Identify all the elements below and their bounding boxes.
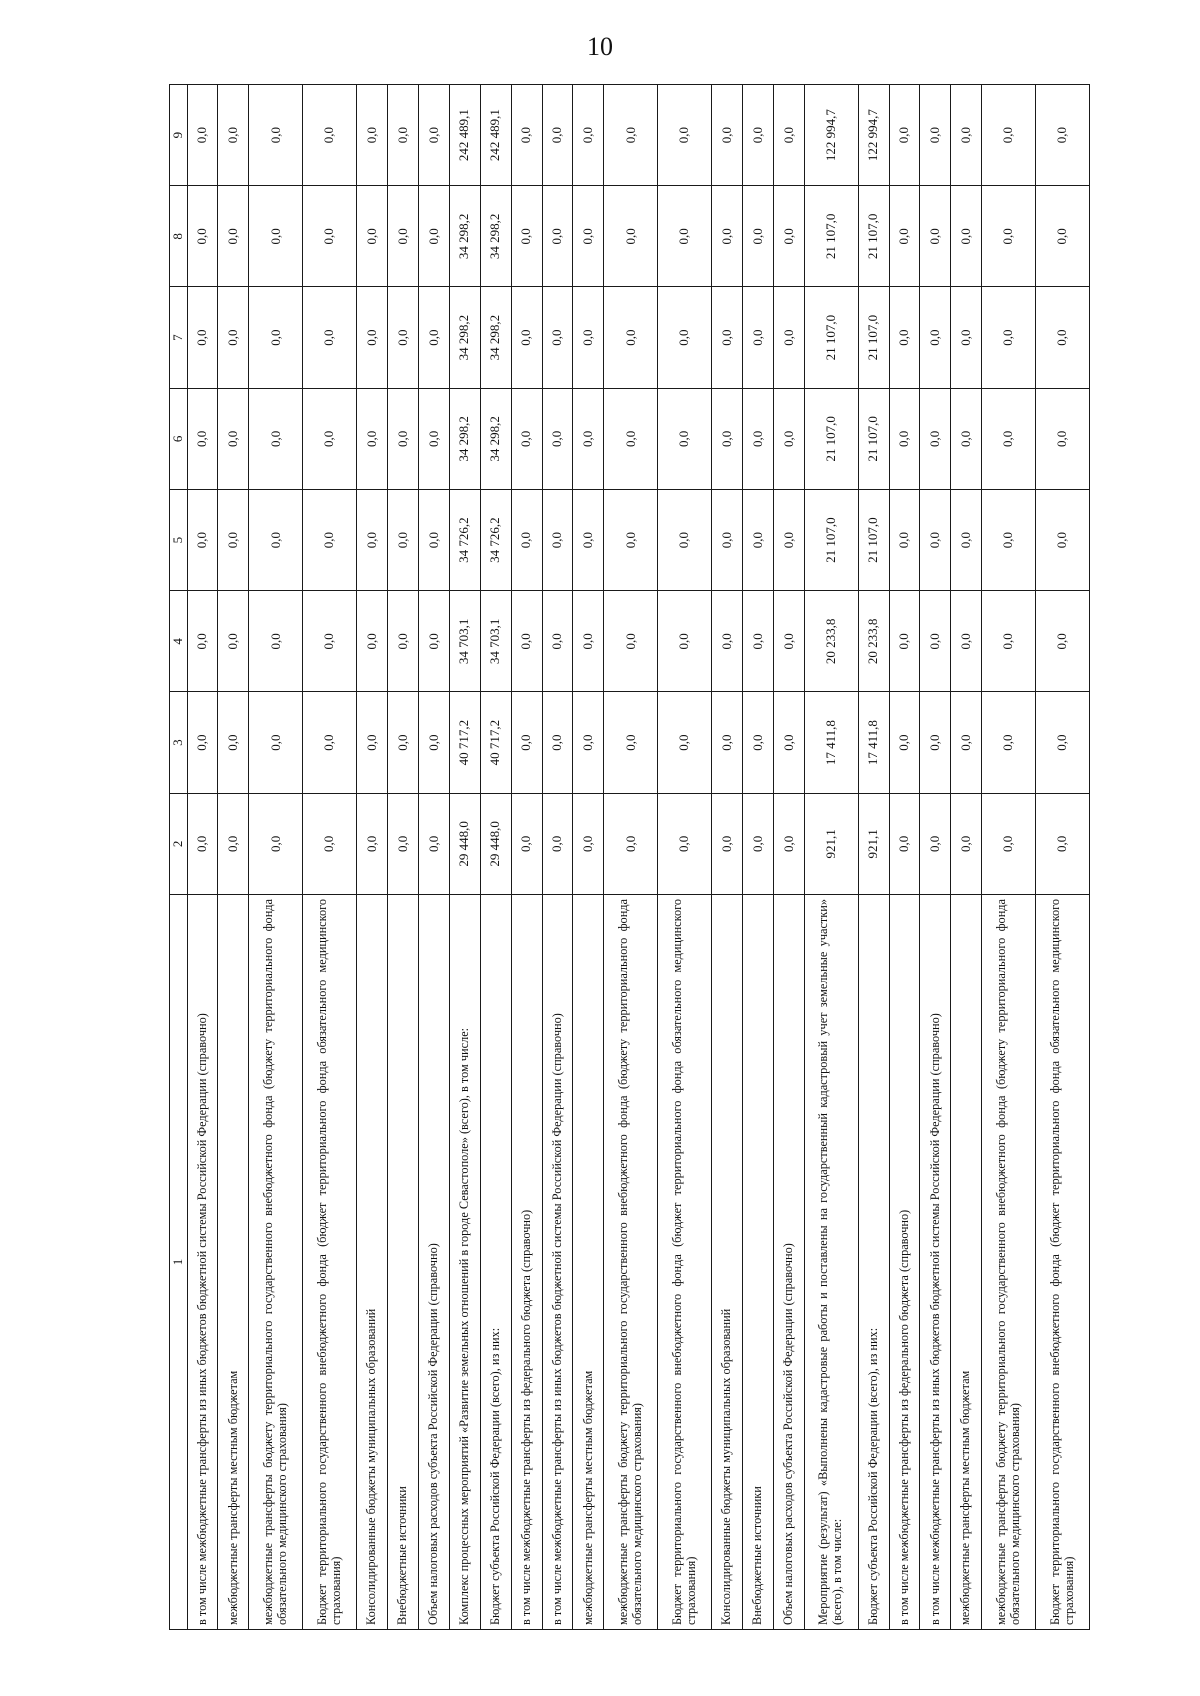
cell-value: 0,0 bbox=[249, 793, 303, 894]
column-header-7: 7 bbox=[170, 287, 188, 388]
cell-value: 0,0 bbox=[249, 490, 303, 591]
cell-value: 0,0 bbox=[511, 287, 542, 388]
table-header-row bbox=[170, 85, 188, 1630]
row-label: межбюджетные трансферты бюджету территориального государственного внебюджетного фонда (бюджету территориального фонда обязательного медицинского страхования) bbox=[604, 895, 658, 1630]
cell-value: 0,0 bbox=[1036, 793, 1090, 894]
cell-value: 0,0 bbox=[920, 186, 951, 287]
cell-value: 122 994,7 bbox=[804, 85, 858, 186]
cell-value: 0,0 bbox=[357, 186, 388, 287]
cell-value: 0,0 bbox=[982, 85, 1036, 186]
cell-value: 0,0 bbox=[658, 793, 712, 894]
row-label: Объем налоговых расходов субъекта Российской Федерации (справочно) bbox=[773, 895, 804, 1630]
cell-value: 0,0 bbox=[418, 490, 449, 591]
row-label: в том числе межбюджетные трансферты из иных бюджетов бюджетной системы Российской Федерации (справочно) bbox=[920, 895, 951, 1630]
table-row bbox=[357, 85, 388, 1630]
cell-value: 0,0 bbox=[920, 388, 951, 489]
cell-value: 0,0 bbox=[742, 85, 773, 186]
table-row bbox=[303, 85, 357, 1630]
table-row bbox=[658, 85, 712, 1630]
cell-value: 0,0 bbox=[773, 388, 804, 489]
cell-value: 0,0 bbox=[951, 85, 982, 186]
cell-value: 0,0 bbox=[982, 186, 1036, 287]
cell-value: 0,0 bbox=[889, 692, 920, 793]
cell-value: 0,0 bbox=[218, 287, 249, 388]
cell-value: 0,0 bbox=[573, 793, 604, 894]
column-header-6: 6 bbox=[170, 388, 188, 489]
cell-value: 0,0 bbox=[1036, 186, 1090, 287]
table-row bbox=[418, 85, 449, 1630]
cell-value: 0,0 bbox=[387, 591, 418, 692]
cell-value: 0,0 bbox=[951, 591, 982, 692]
row-label: межбюджетные трансферты бюджету территориального государственного внебюджетного фонда (бюджету территориального фонда обязательного медицинского страхования) bbox=[249, 895, 303, 1630]
cell-value: 0,0 bbox=[187, 490, 218, 591]
cell-value: 0,0 bbox=[951, 692, 982, 793]
table-row bbox=[604, 85, 658, 1630]
cell-value: 34 703,1 bbox=[480, 591, 511, 692]
row-label: в том числе межбюджетные трансферты из иных бюджетов бюджетной системы Российской Федерации (справочно) bbox=[542, 895, 573, 1630]
cell-value: 0,0 bbox=[249, 186, 303, 287]
cell-value: 0,0 bbox=[187, 186, 218, 287]
cell-value: 0,0 bbox=[511, 692, 542, 793]
column-header-1: 1 bbox=[170, 895, 188, 1630]
cell-value: 0,0 bbox=[604, 186, 658, 287]
cell-value: 0,0 bbox=[542, 186, 573, 287]
cell-value: 17 411,8 bbox=[804, 692, 858, 793]
row-label: Комплекс процессных мероприятий «Развитие земельных отношений в городе Севастополе» (всего), в том числе: bbox=[449, 895, 480, 1630]
cell-value: 0,0 bbox=[357, 692, 388, 793]
cell-value: 0,0 bbox=[1036, 692, 1090, 793]
cell-value: 0,0 bbox=[542, 287, 573, 388]
row-label: Консолидированные бюджеты муниципальных образований bbox=[712, 895, 743, 1630]
cell-value: 34 298,2 bbox=[480, 287, 511, 388]
cell-value: 0,0 bbox=[218, 388, 249, 489]
cell-value: 0,0 bbox=[303, 490, 357, 591]
cell-value: 0,0 bbox=[604, 85, 658, 186]
column-header-4: 4 bbox=[170, 591, 188, 692]
column-header-3: 3 bbox=[170, 692, 188, 793]
cell-value: 0,0 bbox=[542, 490, 573, 591]
cell-value: 34 726,2 bbox=[449, 490, 480, 591]
cell-value: 0,0 bbox=[511, 490, 542, 591]
cell-value: 0,0 bbox=[387, 692, 418, 793]
cell-value: 0,0 bbox=[982, 793, 1036, 894]
cell-value: 0,0 bbox=[604, 793, 658, 894]
cell-value: 0,0 bbox=[712, 186, 743, 287]
cell-value: 0,0 bbox=[951, 793, 982, 894]
cell-value: 0,0 bbox=[303, 85, 357, 186]
cell-value: 0,0 bbox=[249, 591, 303, 692]
table-row bbox=[249, 85, 303, 1630]
page-number: 10 bbox=[587, 32, 613, 61]
table-row bbox=[804, 85, 858, 1630]
cell-value: 0,0 bbox=[773, 692, 804, 793]
cell-value: 0,0 bbox=[573, 388, 604, 489]
cell-value: 0,0 bbox=[387, 490, 418, 591]
cell-value: 21 107,0 bbox=[804, 287, 858, 388]
cell-value: 0,0 bbox=[187, 692, 218, 793]
cell-value: 0,0 bbox=[658, 186, 712, 287]
cell-value: 0,0 bbox=[773, 287, 804, 388]
table-row bbox=[480, 85, 511, 1630]
cell-value: 0,0 bbox=[712, 793, 743, 894]
column-header-9: 9 bbox=[170, 85, 188, 186]
cell-value: 0,0 bbox=[889, 85, 920, 186]
cell-value: 0,0 bbox=[387, 186, 418, 287]
cell-value: 0,0 bbox=[511, 388, 542, 489]
cell-value: 0,0 bbox=[773, 490, 804, 591]
cell-value: 0,0 bbox=[357, 388, 388, 489]
column-header-8: 8 bbox=[170, 186, 188, 287]
cell-value: 122 994,7 bbox=[858, 85, 889, 186]
cell-value: 0,0 bbox=[1036, 85, 1090, 186]
cell-value: 34 298,2 bbox=[449, 186, 480, 287]
cell-value: 0,0 bbox=[542, 388, 573, 489]
cell-value: 21 107,0 bbox=[804, 186, 858, 287]
cell-value: 40 717,2 bbox=[480, 692, 511, 793]
cell-value: 0,0 bbox=[187, 388, 218, 489]
cell-value: 0,0 bbox=[658, 490, 712, 591]
cell-value: 0,0 bbox=[511, 591, 542, 692]
row-label: межбюджетные трансферты местным бюджетам bbox=[951, 895, 982, 1630]
cell-value: 0,0 bbox=[742, 287, 773, 388]
table-row bbox=[387, 85, 418, 1630]
cell-value: 0,0 bbox=[604, 388, 658, 489]
table-row bbox=[573, 85, 604, 1630]
cell-value: 34 298,2 bbox=[449, 388, 480, 489]
row-label: Бюджет субъекта Российской Федерации (всего), из них: bbox=[858, 895, 889, 1630]
cell-value: 0,0 bbox=[418, 287, 449, 388]
table-row bbox=[982, 85, 1036, 1630]
cell-value: 34 298,2 bbox=[480, 186, 511, 287]
cell-value: 0,0 bbox=[773, 85, 804, 186]
cell-value: 0,0 bbox=[418, 692, 449, 793]
cell-value: 0,0 bbox=[889, 490, 920, 591]
table-row bbox=[773, 85, 804, 1630]
cell-value: 0,0 bbox=[1036, 287, 1090, 388]
cell-value: 0,0 bbox=[951, 490, 982, 591]
cell-value: 34 703,1 bbox=[449, 591, 480, 692]
cell-value: 0,0 bbox=[511, 793, 542, 894]
table-row bbox=[889, 85, 920, 1630]
row-label: Консолидированные бюджеты муниципальных образований bbox=[357, 895, 388, 1630]
cell-value: 0,0 bbox=[249, 692, 303, 793]
cell-value: 0,0 bbox=[218, 85, 249, 186]
cell-value: 21 107,0 bbox=[858, 287, 889, 388]
cell-value: 0,0 bbox=[658, 692, 712, 793]
cell-value: 34 298,2 bbox=[449, 287, 480, 388]
cell-value: 0,0 bbox=[658, 591, 712, 692]
cell-value: 29 448,0 bbox=[449, 793, 480, 894]
row-label: Объем налоговых расходов субъекта Российской Федерации (справочно) bbox=[418, 895, 449, 1630]
cell-value: 0,0 bbox=[249, 287, 303, 388]
row-label: в том числе межбюджетные трансферты из федерального бюджета (справочно) bbox=[889, 895, 920, 1630]
table-row bbox=[218, 85, 249, 1630]
cell-value: 0,0 bbox=[920, 591, 951, 692]
cell-value: 0,0 bbox=[889, 186, 920, 287]
cell-value: 0,0 bbox=[712, 490, 743, 591]
cell-value: 0,0 bbox=[573, 85, 604, 186]
row-label: межбюджетные трансферты местным бюджетам bbox=[573, 895, 604, 1630]
row-label: межбюджетные трансферты бюджету территориального государственного внебюджетного фонда (бюджету территориального фонда обязательного медицинского страхования) bbox=[982, 895, 1036, 1630]
table-row bbox=[920, 85, 951, 1630]
cell-value: 0,0 bbox=[218, 490, 249, 591]
cell-value: 0,0 bbox=[573, 287, 604, 388]
cell-value: 0,0 bbox=[387, 287, 418, 388]
table-row bbox=[511, 85, 542, 1630]
cell-value: 17 411,8 bbox=[858, 692, 889, 793]
cell-value: 921,1 bbox=[858, 793, 889, 894]
cell-value: 0,0 bbox=[542, 793, 573, 894]
cell-value: 21 107,0 bbox=[858, 388, 889, 489]
cell-value: 40 717,2 bbox=[449, 692, 480, 793]
cell-value: 0,0 bbox=[604, 490, 658, 591]
cell-value: 0,0 bbox=[604, 692, 658, 793]
cell-value: 0,0 bbox=[1036, 490, 1090, 591]
table-row bbox=[742, 85, 773, 1630]
cell-value: 21 107,0 bbox=[804, 388, 858, 489]
table-row bbox=[542, 85, 573, 1630]
cell-value: 0,0 bbox=[982, 692, 1036, 793]
cell-value: 0,0 bbox=[951, 287, 982, 388]
cell-value: 34 298,2 bbox=[480, 388, 511, 489]
cell-value: 0,0 bbox=[951, 388, 982, 489]
cell-value: 0,0 bbox=[218, 793, 249, 894]
cell-value: 921,1 bbox=[804, 793, 858, 894]
cell-value: 0,0 bbox=[712, 287, 743, 388]
cell-value: 0,0 bbox=[357, 85, 388, 186]
cell-value: 0,0 bbox=[303, 793, 357, 894]
cell-value: 0,0 bbox=[742, 490, 773, 591]
row-label: в том числе межбюджетные трансферты из иных бюджетов бюджетной системы Российской Федерации (справочно) bbox=[187, 895, 218, 1630]
cell-value: 0,0 bbox=[542, 692, 573, 793]
row-label: Бюджет территориального государственного внебюджетного фонда (бюджет территориального фонда обязательного медицинского страхования) bbox=[303, 895, 357, 1630]
cell-value: 20 233,8 bbox=[804, 591, 858, 692]
row-label: Мероприятие (результат) «Выполнены кадастровые работы и поставлены на государственный кадастровый учет земельные участки» (всего), в том числе: bbox=[804, 895, 858, 1630]
cell-value: 0,0 bbox=[573, 692, 604, 793]
cell-value: 0,0 bbox=[889, 388, 920, 489]
table-row bbox=[449, 85, 480, 1630]
cell-value: 0,0 bbox=[187, 591, 218, 692]
cell-value: 0,0 bbox=[889, 793, 920, 894]
cell-value: 0,0 bbox=[187, 793, 218, 894]
cell-value: 29 448,0 bbox=[480, 793, 511, 894]
table-row bbox=[951, 85, 982, 1630]
cell-value: 0,0 bbox=[187, 287, 218, 388]
cell-value: 0,0 bbox=[357, 287, 388, 388]
cell-value: 0,0 bbox=[303, 287, 357, 388]
cell-value: 0,0 bbox=[418, 186, 449, 287]
row-label: Бюджет территориального государственного внебюджетного фонда (бюджет территориального фонда обязательного медицинского страхования) bbox=[1036, 895, 1090, 1630]
cell-value: 0,0 bbox=[542, 85, 573, 186]
row-label: межбюджетные трансферты местным бюджетам bbox=[218, 895, 249, 1630]
cell-value: 0,0 bbox=[982, 287, 1036, 388]
cell-value: 0,0 bbox=[604, 591, 658, 692]
cell-value: 0,0 bbox=[658, 85, 712, 186]
row-label: Бюджет территориального государственного внебюджетного фонда (бюджет территориального фонда обязательного медицинского страхования) bbox=[658, 895, 712, 1630]
cell-value: 0,0 bbox=[773, 591, 804, 692]
rotated-table-container bbox=[169, 85, 1090, 1630]
cell-value: 0,0 bbox=[218, 591, 249, 692]
cell-value: 0,0 bbox=[951, 186, 982, 287]
cell-value: 0,0 bbox=[712, 388, 743, 489]
cell-value: 0,0 bbox=[303, 692, 357, 793]
cell-value: 0,0 bbox=[742, 591, 773, 692]
cell-value: 0,0 bbox=[573, 186, 604, 287]
cell-value: 0,0 bbox=[889, 591, 920, 692]
cell-value: 0,0 bbox=[418, 85, 449, 186]
cell-value: 0,0 bbox=[218, 692, 249, 793]
table-row bbox=[187, 85, 218, 1630]
cell-value: 0,0 bbox=[773, 793, 804, 894]
cell-value: 0,0 bbox=[418, 793, 449, 894]
cell-value: 0,0 bbox=[573, 490, 604, 591]
cell-value: 0,0 bbox=[542, 591, 573, 692]
row-label: в том числе межбюджетные трансферты из федерального бюджета (справочно) bbox=[511, 895, 542, 1630]
table-row bbox=[712, 85, 743, 1630]
cell-value: 0,0 bbox=[982, 490, 1036, 591]
row-label: Бюджет субъекта Российской Федерации (всего), из них: bbox=[480, 895, 511, 1630]
cell-value: 0,0 bbox=[387, 793, 418, 894]
cell-value: 0,0 bbox=[418, 388, 449, 489]
cell-value: 0,0 bbox=[920, 85, 951, 186]
cell-value: 21 107,0 bbox=[858, 490, 889, 591]
budget-table bbox=[169, 84, 1090, 1630]
cell-value: 0,0 bbox=[920, 793, 951, 894]
cell-value: 0,0 bbox=[658, 287, 712, 388]
cell-value: 242 489,1 bbox=[449, 85, 480, 186]
cell-value: 0,0 bbox=[357, 793, 388, 894]
cell-value: 0,0 bbox=[249, 85, 303, 186]
cell-value: 0,0 bbox=[742, 793, 773, 894]
cell-value: 0,0 bbox=[187, 85, 218, 186]
cell-value: 0,0 bbox=[357, 591, 388, 692]
cell-value: 0,0 bbox=[712, 85, 743, 186]
cell-value: 0,0 bbox=[1036, 388, 1090, 489]
cell-value: 0,0 bbox=[604, 287, 658, 388]
cell-value: 0,0 bbox=[511, 186, 542, 287]
cell-value: 0,0 bbox=[889, 287, 920, 388]
cell-value: 0,0 bbox=[218, 186, 249, 287]
cell-value: 20 233,8 bbox=[858, 591, 889, 692]
cell-value: 0,0 bbox=[982, 388, 1036, 489]
cell-value: 0,0 bbox=[573, 591, 604, 692]
cell-value: 0,0 bbox=[387, 85, 418, 186]
cell-value: 0,0 bbox=[712, 591, 743, 692]
cell-value: 0,0 bbox=[742, 388, 773, 489]
cell-value: 0,0 bbox=[920, 490, 951, 591]
cell-value: 21 107,0 bbox=[858, 186, 889, 287]
table-row bbox=[1036, 85, 1090, 1630]
cell-value: 242 489,1 bbox=[480, 85, 511, 186]
cell-value: 0,0 bbox=[303, 388, 357, 489]
cell-value: 0,0 bbox=[982, 591, 1036, 692]
cell-value: 0,0 bbox=[303, 186, 357, 287]
cell-value: 0,0 bbox=[249, 388, 303, 489]
cell-value: 0,0 bbox=[742, 692, 773, 793]
cell-value: 0,0 bbox=[303, 591, 357, 692]
row-label: Внебюджетные источники bbox=[742, 895, 773, 1630]
cell-value: 0,0 bbox=[387, 388, 418, 489]
cell-value: 21 107,0 bbox=[804, 490, 858, 591]
table-row bbox=[858, 85, 889, 1630]
cell-value: 0,0 bbox=[742, 186, 773, 287]
cell-value: 0,0 bbox=[511, 85, 542, 186]
row-label: Внебюджетные источники bbox=[387, 895, 418, 1630]
cell-value: 0,0 bbox=[658, 388, 712, 489]
cell-value: 0,0 bbox=[920, 692, 951, 793]
cell-value: 0,0 bbox=[418, 591, 449, 692]
cell-value: 34 726,2 bbox=[480, 490, 511, 591]
column-header-5: 5 bbox=[170, 490, 188, 591]
column-header-2: 2 bbox=[170, 793, 188, 894]
cell-value: 0,0 bbox=[1036, 591, 1090, 692]
cell-value: 0,0 bbox=[920, 287, 951, 388]
cell-value: 0,0 bbox=[773, 186, 804, 287]
cell-value: 0,0 bbox=[357, 490, 388, 591]
cell-value: 0,0 bbox=[712, 692, 743, 793]
